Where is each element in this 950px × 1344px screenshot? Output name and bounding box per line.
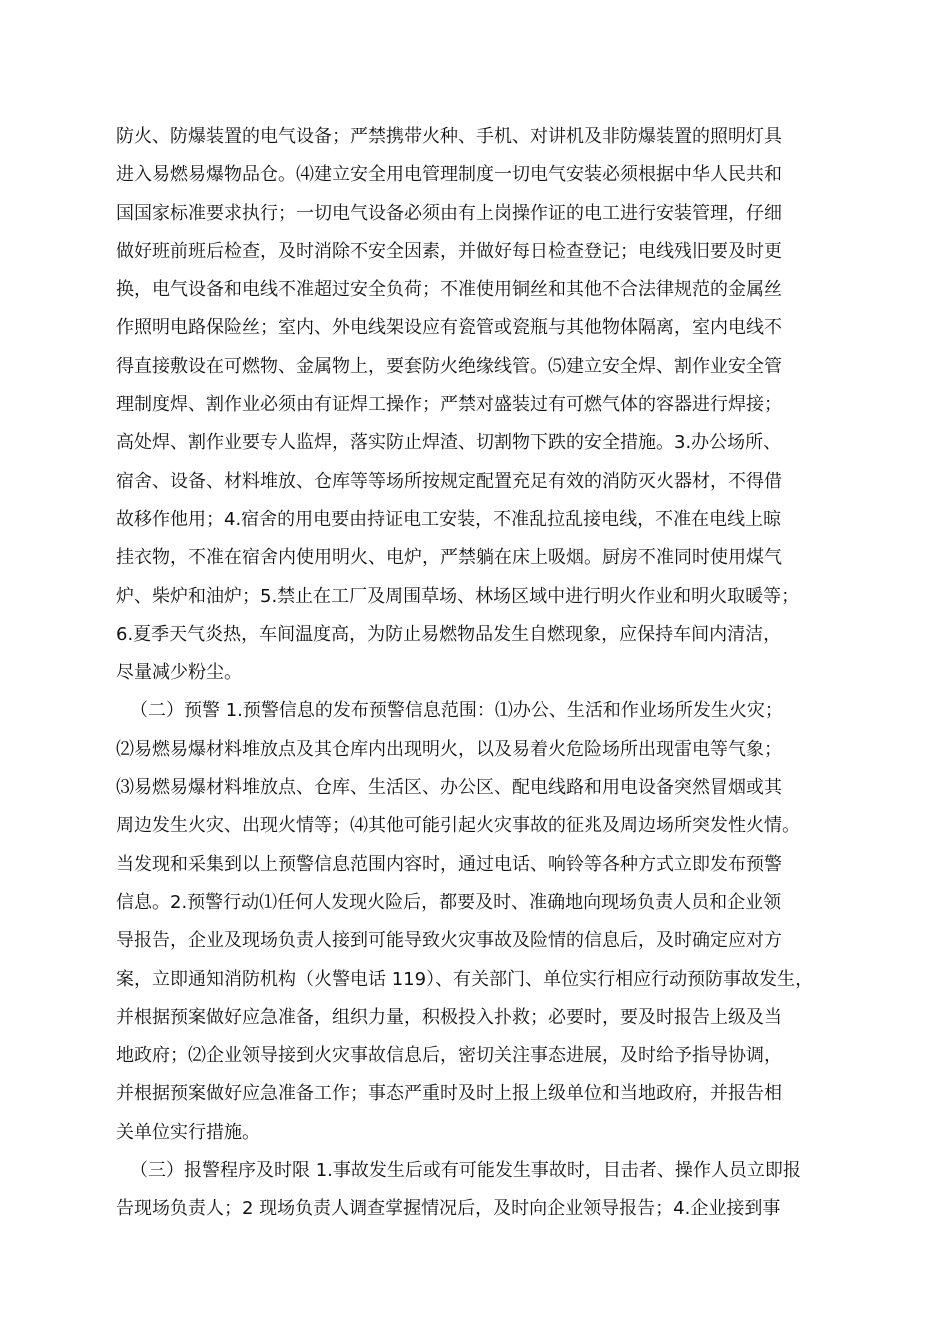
text-line: 案，立即通知消防机构（火警电话 119）、有关部门、单位实行相应行动预防事故发生，: [116, 968, 814, 990]
section-heading-line: （三）报警程序及时限 1.事故发生后或有可能发生事故时，目击者、操作人员立即报: [130, 1160, 801, 1182]
text-line: 导报告，企业及现场负责人接到可能导致火灾事故及险情的信息后，及时确定应对方: [116, 930, 782, 952]
text-line: 高处焊、割作业要专人监焊，落实防止焊渣、切割物下跌的安全措施。3.办公场所、: [116, 432, 782, 454]
text-line: 并根据预案做好应急准备工作；事态严重时及时上报上级单位和当地政府，并报告相: [116, 1083, 782, 1105]
text-line: ⑵易燃易爆材料堆放点及其仓库内出现明火，以及易着火危险场所出现雷电等气象；: [116, 738, 782, 760]
text-line: 并根据预案做好应急准备，组织力量，积极投入扑救；必要时，要及时报告上级及当: [116, 1006, 782, 1028]
text-line: 告现场负责人；2 现场负责人调查掌握情况后，及时向企业领导报告；4.企业接到事: [116, 1198, 781, 1220]
text-line: 关单位实行措施。: [116, 1121, 260, 1143]
text-line: ⑶易燃易爆材料堆放点、仓库、生活区、办公区、配电线路和用电设备突然冒烟或其: [116, 777, 782, 799]
text-line: 信息。2.预警行动⑴任何人发现火险后，都要及时、准确地向现场负责人员和企业领: [116, 891, 782, 913]
text-line: 尽量减少粉尘。: [116, 662, 242, 684]
text-line: 作照明电路保险丝；室内、外电线架设应有瓷管或瓷瓶与其他物体隔离，室内电线不: [116, 317, 782, 339]
text-line: 宿舍、设备、材料堆放、仓库等等场所按规定配置充足有效的消防灭火器材，不得借: [116, 470, 782, 492]
text-line: 故移作他用；4.宿舍的用电要由持证电工安装，不准乱拉乱接电线，不准在电线上晾: [116, 508, 782, 530]
text-line: 做好班前班后检查，及时消除不安全因素，并做好每日检查登记；电线残旧要及时更: [116, 240, 782, 262]
document-body: [116, 118, 846, 1229]
text-line: 换，电气设备和电线不准超过安全负荷；不准使用铜丝和其他不合法律规范的金属丝: [116, 279, 782, 301]
text-line: 6.夏季天气炎热，车间温度高，为防止易燃物品发生自燃现象，应保持车间内清洁，: [116, 623, 782, 645]
text-line: 挂衣物，不准在宿舍内使用明火、电炉，严禁躺在床上吸烟。厨房不准同时使用煤气: [116, 547, 782, 569]
text-line: 进入易燃易爆物品仓。⑷建立安全用电管理制度一切电气安装必须根据中华人民共和: [116, 164, 782, 186]
text-line: 炉、柴炉和油炉；5.禁止在工厂及周围草场、林场区域中进行明火作业和明火取暖等；: [116, 585, 800, 607]
text-line: 理制度焊、割作业必须由有证焊工操作；严禁对盛装过有可燃气体的容器进行焊接；: [116, 394, 782, 416]
section-heading-line: （二）预警 1.预警信息的发布预警信息范围：⑴办公、生活和作业场所发生火灾；: [130, 700, 783, 722]
text-line: 周边发生火灾、出现火情等；⑷其他可能引起火灾事故的征兆及周边场所突发性火情。: [116, 815, 800, 837]
text-line: 防火、防爆装置的电气设备；严禁携带火种、手机、对讲机及非防爆装置的照明灯具: [116, 126, 782, 147]
text-line: 得直接敷设在可燃物、金属物上，要套防火绝缘线管。⑸建立安全焊、割作业安全管: [116, 355, 782, 377]
text-line: 当发现和采集到以上预警信息范围内容时，通过电话、响铃等各种方式立即发布预警: [116, 853, 782, 875]
text-line: 地政府；⑵企业领导接到火灾事故信息后，密切关注事态进展，及时给予指导协调，: [116, 1045, 782, 1067]
text-line: 国国家标准要求执行；一切电气设备必须由有上岗操作证的电工进行安装管理，仔细: [116, 202, 782, 224]
